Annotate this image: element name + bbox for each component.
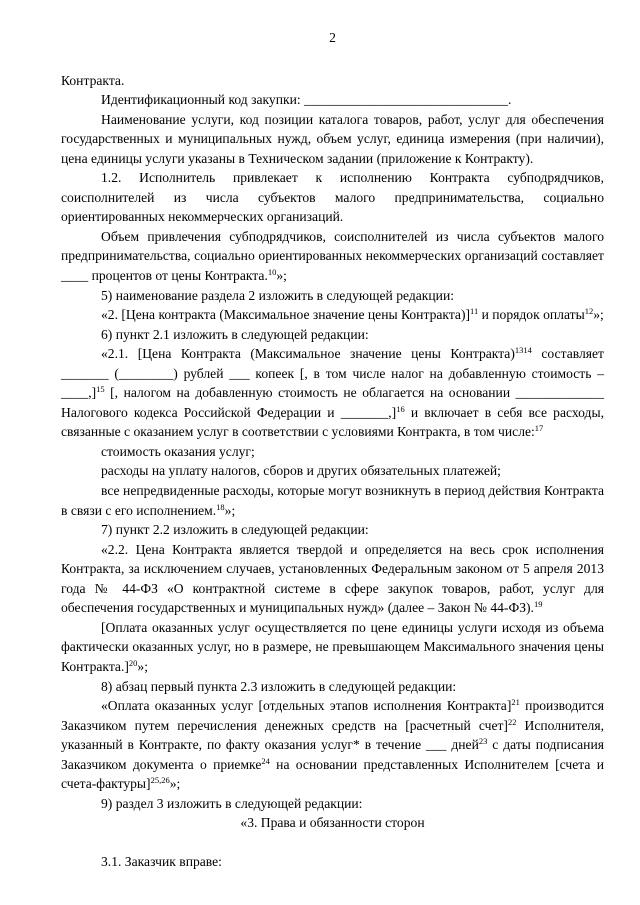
footnote-marker: 19	[533, 599, 543, 610]
paragraph-text: стоимость оказания услуг;	[101, 443, 255, 459]
paragraph	[61, 110, 604, 169]
paragraph	[61, 852, 604, 872]
paragraph	[61, 813, 604, 833]
paragraph-text: «2.2. Цена Контракта является твердой и определяется на весь срок исполнения Контракта, за исключением случаев, установленных Федеральным законом от 5 апреля 2013 года № 44-ФЗ «О контрактной системе в сфере закупок товаров, работ, услуг для обеспечения государственных и муниципальных нужд» (далее – Закон № 44-ФЗ).	[61, 541, 604, 616]
paragraph-text: 6) пункт 2.1 изложить в следующей редакции:	[101, 326, 369, 342]
paragraph-text: «2. [Цена контракта (Максимальное значение цены Контракта)]	[101, 307, 471, 323]
paragraph	[61, 696, 604, 794]
paragraph-text: Идентификационный код закупки: ______________________________.	[101, 92, 512, 108]
paragraph-text: «2.1. [Цена Контракта (Максимальное значение цены Контракта)	[101, 346, 515, 362]
paragraph-text: и порядок оплаты	[478, 307, 585, 323]
paragraph	[61, 286, 604, 306]
paragraph	[61, 227, 604, 286]
document-body	[61, 71, 604, 872]
paragraph	[61, 540, 604, 618]
paragraph-text: 8) абзац первый пункта 2.3 изложить в следующей редакции:	[101, 678, 457, 694]
paragraph-text: Наименование услуги, код позиции каталога товаров, работ, услуг для обеспечения государственных и муниципальных нужд, объем услуг, единица измерения (при наличии), цена единицы услуги указаны в Техническом задании (приложение к Контракту).	[61, 111, 604, 166]
paragraph-text: производится Заказчиком путем перечисления денежных средств на [расчетный счет]	[61, 698, 604, 733]
footnote-marker: 24	[261, 755, 270, 766]
paragraph	[61, 461, 604, 481]
footnote-marker: 25,26	[150, 775, 170, 786]
page-number: 2	[329, 30, 336, 45]
paragraph-text: [Оплата оказанных услуг осуществляется по цене единицы услуги исходя из объема фактически оказанных услуг, но в размере, не превышающем Максимального значения цены Контракта.]	[61, 619, 604, 674]
paragraph-text: «3. Права и обязанности сторон	[240, 815, 425, 831]
paragraph-text: »;	[276, 268, 287, 284]
paragraph-text: 3.1. Заказчик вправе:	[101, 853, 222, 869]
paragraph-text: 5) наименование раздела 2 изложить в следующей редакции:	[101, 287, 455, 303]
paragraph-text: «Оплата оказанных услуг [отдельных этапов исполнения Контракта]	[101, 698, 512, 714]
footnote-marker: 15	[96, 384, 105, 395]
paragraph-text: и включает в себя все расходы, связанные с оказанием услуг в соответствии с условиями Контракта, в том числе:	[61, 404, 604, 440]
paragraph	[61, 168, 604, 227]
paragraph-text: 9) раздел 3 изложить в следующей редакции:	[101, 795, 363, 811]
paragraph-text: »;	[224, 502, 236, 518]
footnote-marker: 13	[514, 345, 524, 356]
paragraph-text: Контракта.	[61, 72, 125, 88]
paragraph	[61, 442, 604, 462]
footnote-marker: 10	[267, 267, 277, 278]
paragraph-text: расходы на уплату налогов, сборов и других обязательных платежей;	[101, 463, 501, 479]
paragraph-text: »;	[593, 307, 604, 323]
paragraph	[61, 481, 604, 520]
paragraph-text: составляет _______ (________) рублей ___ копеек [, в том числе налог на добавленную стоимость – ____,]	[61, 346, 604, 401]
paragraph	[61, 71, 604, 91]
paragraph-text: 1.2. Исполнитель привлекает к исполнению Контракта субподрядчиков, соисполнителей из числа субъектов малого предпринимательства, социально ориентированных некоммерческих организаций.	[61, 170, 604, 225]
footnote-marker: 11	[470, 306, 479, 317]
footnote-marker: 16	[396, 403, 405, 414]
paragraph	[61, 520, 604, 540]
paragraph	[61, 794, 604, 814]
footnote-marker: 14	[523, 345, 532, 356]
footnote-marker: 18	[216, 501, 225, 512]
paragraph	[61, 344, 604, 442]
paragraph-text: »;	[137, 658, 148, 674]
paragraph-text: все непредвиденные расходы, которые могут возникнуть в период действия Контракта в связи с его исполнением.	[61, 483, 604, 518]
footnote-marker: 20	[128, 657, 138, 668]
footnote-marker: 22	[507, 716, 517, 727]
footnote-marker: 17	[534, 423, 544, 434]
paragraph-text: с даты подписания Заказчиком документа о приемке	[61, 737, 604, 772]
paragraph	[61, 618, 604, 677]
paragraph	[61, 677, 604, 697]
paragraph	[61, 90, 604, 110]
paragraph-text: 7) пункт 2.2 изложить в следующей редакции:	[101, 522, 369, 538]
footnote-marker: 21	[511, 697, 520, 708]
paragraph-text: на основании представленных Исполнителем [счета и счета-фактуры]	[61, 756, 604, 792]
footnote-marker: 23	[478, 736, 488, 747]
paragraph-text: Объем привлечения субподрядчиков, соисполнителей из числа субъектов малого предпринимательства, социально ориентированных некоммерческих организаций составляет ____ процентов от цены Контракта.	[61, 228, 604, 284]
footnote-marker: 12	[584, 306, 594, 317]
paragraph-text: »;	[169, 776, 181, 792]
paragraph-text: [, налогом на добавленную стоимость не облагается на основании _____________ Налогового кодекса Российской Федерации и _______,]	[61, 385, 604, 420]
paragraph	[61, 325, 604, 345]
paragraph-text: Исполнителя, указанный в Контракте, по факту оказания услуг* в течение ___ дней	[61, 717, 604, 753]
paragraph	[61, 305, 604, 325]
